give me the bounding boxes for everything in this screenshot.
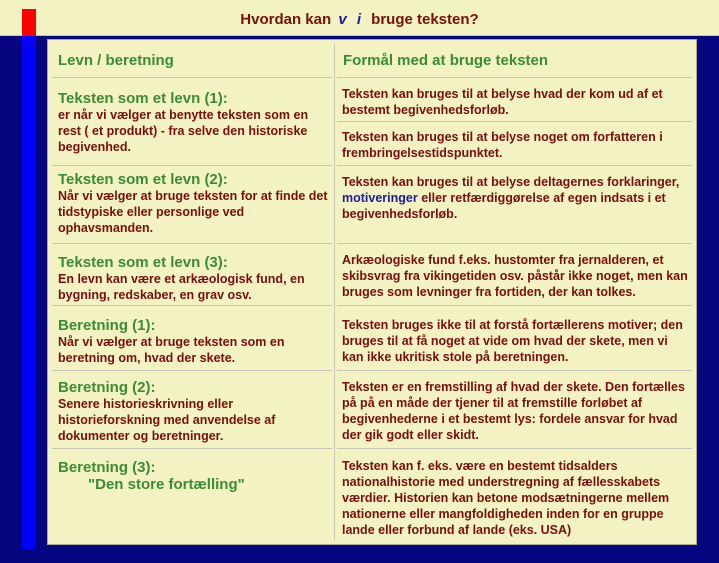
header-right-label: Formål med at bruge teksten bbox=[343, 52, 549, 69]
row-2-purpose-keyword: motiveringer bbox=[342, 191, 418, 205]
row-4-body: Når vi vælger at bruge teksten som en beretning om, hvad der skete. bbox=[58, 335, 285, 365]
title-after: bruge teksten? bbox=[371, 11, 479, 28]
row-2-title: Teksten som et levn (2): bbox=[58, 171, 228, 188]
row-2-purpose-after: eller retfærdiggørelse af egen indsats i et begivenhedsforløb. bbox=[342, 191, 666, 221]
row-5-purpose: Teksten er en fremstilling af hvad der skete. Den fortælles på på en måde der tjener til at fremstille forløbet af begivenhederne i et bestemt lys: fordele ansvar for hvad der gik godt eller skidt. bbox=[342, 380, 685, 442]
row-1-right-a bbox=[337, 80, 692, 122]
row-1-title: Teksten som et levn (1): bbox=[58, 90, 228, 107]
row-2-left bbox=[52, 168, 332, 244]
header-right bbox=[337, 44, 692, 78]
row-3-body: En levn kan være et arkæologisk fund, en bygning, redskaber, en grav osv. bbox=[58, 272, 305, 302]
row-6-left bbox=[52, 452, 332, 540]
title-before: Hvordan kan bbox=[240, 11, 332, 28]
page-title bbox=[0, 11, 719, 28]
content-table bbox=[47, 39, 697, 545]
row-5-right bbox=[337, 373, 692, 449]
header-left bbox=[52, 44, 332, 78]
row-6-purpose: Teksten kan f. eks. være en bestemt tidsalders nationalhistorie med understregning af fællesskabets værdier. Historien kan betone modsætningerne mellem nationerne eller mangfoldigheden inden for en gruppe lande eller forbund af lande (eks. USA) bbox=[342, 459, 670, 537]
row-2-right bbox=[337, 168, 692, 244]
row-6-right bbox=[337, 452, 692, 540]
row-2-purpose-before: Teksten kan bruges til at belyse deltagernes forklaringer, bbox=[342, 175, 680, 189]
blue-side-stripe bbox=[22, 36, 36, 549]
row-1-body: er når vi vælger at benytte teksten som en rest ( et produkt) - fra selve den historiske begivenhed. bbox=[58, 108, 309, 154]
row-3-right bbox=[337, 246, 692, 306]
column-divider bbox=[334, 44, 335, 540]
row-5-left bbox=[52, 373, 332, 449]
row-2-purpose bbox=[337, 168, 692, 222]
row-1-left bbox=[52, 80, 332, 166]
row-1-purpose-b: Teksten kan bruges til at belyse noget om forfatteren i frembringelsestidspunktet. bbox=[342, 130, 663, 160]
title-emphasis: v i bbox=[338, 11, 364, 28]
row-5-title: Beretning (2): bbox=[58, 379, 156, 396]
header-left-label: Levn / beretning bbox=[58, 52, 174, 69]
row-1-right-b bbox=[337, 123, 692, 166]
row-2-body: Når vi vælger at bruge teksten for at finde det tidstypiske eller personlige ved ophavsmanden. bbox=[58, 189, 328, 235]
row-5-body: Senere historieskrivning eller historieforskning med anvendelse af dokumenter og beretninger. bbox=[58, 397, 276, 443]
row-3-title: Teksten som et levn (3): bbox=[58, 254, 228, 271]
row-4-left bbox=[52, 311, 332, 371]
row-4-right bbox=[337, 311, 692, 371]
row-3-left bbox=[52, 246, 332, 306]
row-4-title: Beretning (1): bbox=[58, 317, 156, 334]
row-1-purpose-a: Teksten kan bruges til at belyse hvad der kom ud af et bestemt begivenhedsforløb. bbox=[342, 87, 663, 117]
title-bar bbox=[0, 0, 719, 36]
row-6-body: "Den store fortælling" bbox=[88, 476, 245, 493]
row-4-purpose: Teksten bruges ikke til at forstå fortællerens motiver; den bruges til at få noget at vide om hvad der skete, men vi kan ikke ukritisk stole på beretningen. bbox=[342, 318, 683, 364]
row-6-title: Beretning (3): bbox=[58, 459, 156, 476]
row-3-purpose: Arkæologiske fund f.eks. hustomter fra jernalderen, et skibsvrag fra vikingetiden osv. påstår ikke noget, men kan bruges som levninger fra fortiden, der kan tolkes. bbox=[342, 253, 688, 299]
